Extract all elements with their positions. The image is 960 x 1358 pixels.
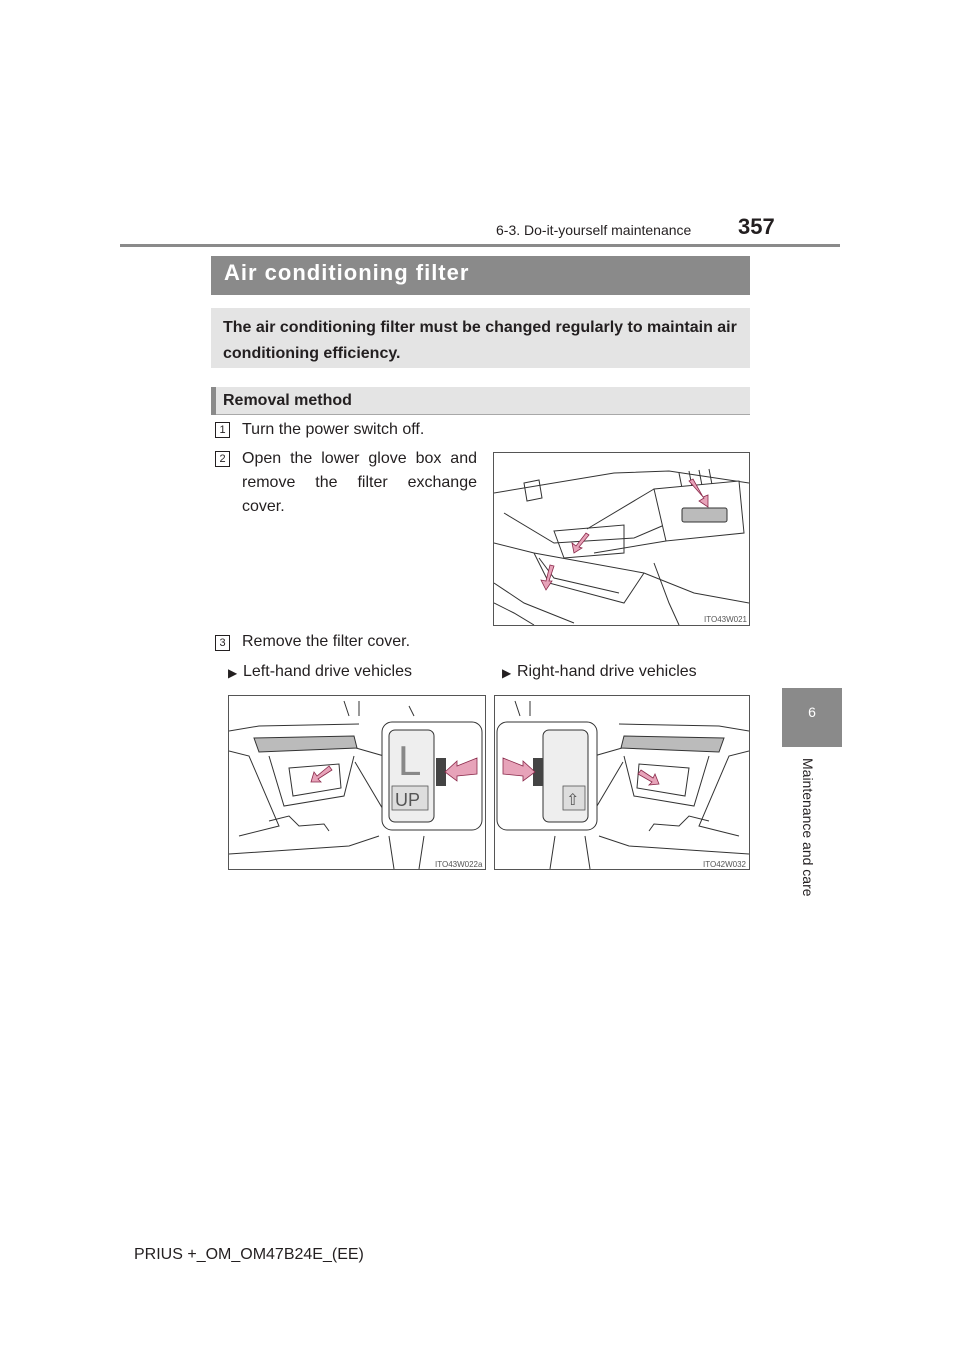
- step-3-text: Remove the filter cover.: [242, 633, 411, 650]
- document-code: PRIUS +_OM_OM47B24E_(EE): [134, 1246, 364, 1263]
- subhead-right: Right-hand drive vehicles: [517, 663, 697, 680]
- figure-rhd: [494, 695, 750, 870]
- page-title: Air conditioning filter: [224, 260, 470, 285]
- bullet-arrow-icon: ▶: [502, 666, 512, 680]
- step-1-text: Turn the power switch off.: [242, 421, 425, 438]
- rhd-illustration: [495, 696, 749, 869]
- header-rule: [120, 244, 840, 247]
- figure-3-code: ITO42W032: [703, 860, 746, 869]
- lhd-illustration: [229, 696, 485, 869]
- subhead-left: Left-hand drive vehicles: [243, 663, 412, 680]
- subheading-text: Removal method: [223, 392, 352, 409]
- glove-box-illustration: [494, 453, 749, 625]
- page-number: 357: [738, 214, 775, 239]
- figure-2-code: ITO43W022a: [435, 860, 483, 869]
- chapter-label-text: Maintenance and care: [800, 758, 816, 897]
- section-title: 6-3. Do-it-yourself maintenance: [496, 222, 692, 238]
- step-3-number: 3: [215, 635, 230, 651]
- step-2-text: Open the lower glove box and remove the filter exchange cover.: [242, 450, 477, 515]
- lhd-label-l: L: [398, 737, 422, 784]
- step-2-number: 2: [215, 451, 230, 467]
- figure-glove-box: [493, 452, 750, 626]
- chapter-label: [802, 758, 822, 908]
- bullet-arrow-icon: ▶: [228, 666, 238, 680]
- lhd-label-up: UP: [395, 790, 421, 810]
- rhd-up-arrow-icon: ⇧: [566, 790, 580, 809]
- figure-lhd: [228, 695, 486, 870]
- intro-text: The air conditioning filter must be changed regularly to maintain air conditioning efficiency.: [223, 319, 737, 362]
- chapter-number: 6: [808, 704, 816, 720]
- figure-1-code: ITO43W021: [704, 615, 747, 624]
- subheading-accent: [211, 387, 216, 415]
- step-1-number: 1: [215, 422, 230, 438]
